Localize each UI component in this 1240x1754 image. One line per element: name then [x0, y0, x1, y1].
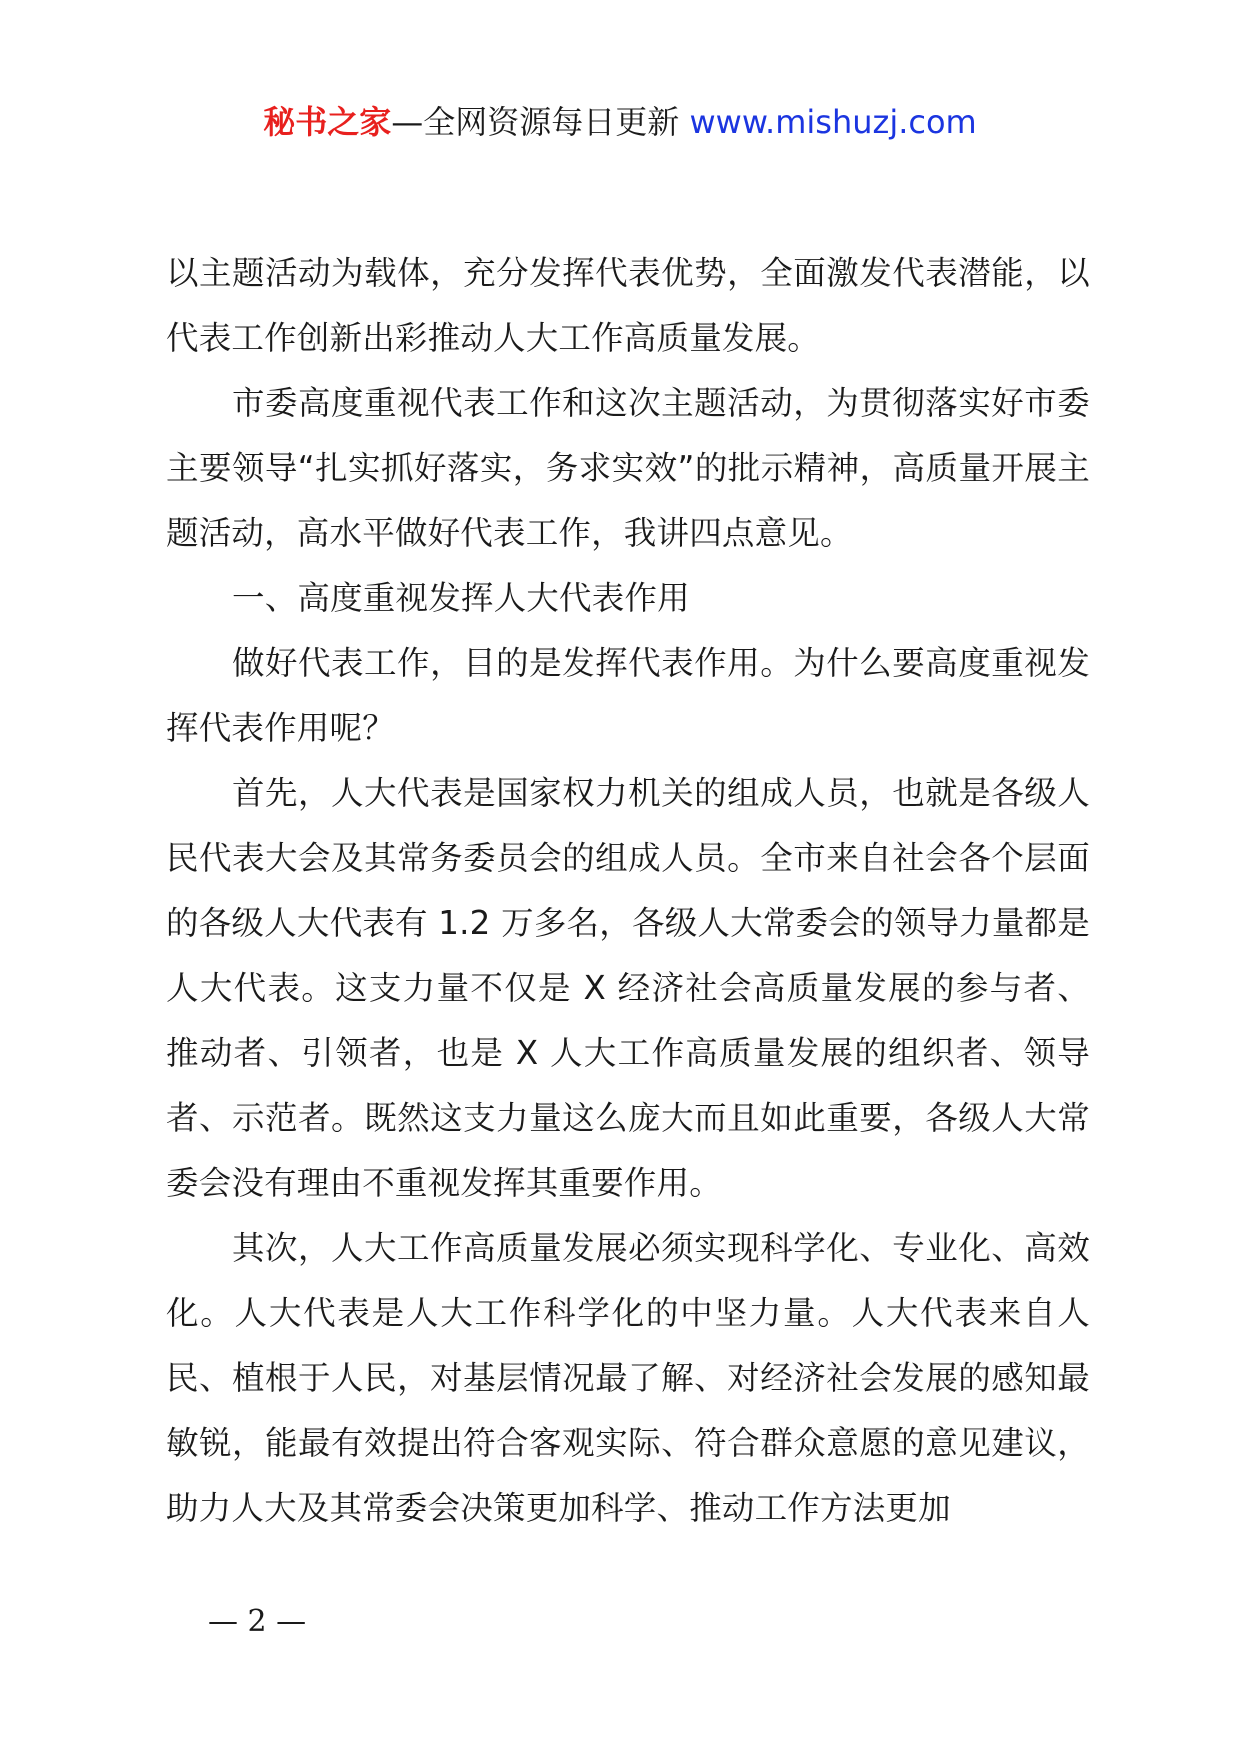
- document-body: [166, 241, 1090, 1541]
- page-number: — 2 —: [208, 1604, 307, 1639]
- paragraph: 市委高度重视代表工作和这次主题活动，为贯彻落实好市委主要领导“扎实抓好落实，务求实效”的批示精神，高质量开展主题活动，高水平做好代表工作，我讲四点意见。: [166, 384, 1090, 552]
- header-url-link[interactable]: www.mishuzj.com: [689, 103, 977, 141]
- page-header: [0, 100, 1240, 144]
- paragraph: 其次，人大工作高质量发展必须实现科学化、专业化、高效化。人大代表是人大工作科学化的中坚力量。人大代表来自人民、植根于人民，对基层情况最了解、对经济社会发展的感知最敏锐，能最有效提出符合客观实际、符合群众意愿的意见建议，助力人大及其常委会决策更加科学、推动工作方法更加: [166, 1229, 1090, 1527]
- paragraph-continuation: 以主题活动为载体，充分发挥代表优势，全面激发代表潜能，以代表工作创新出彩推动人大工作高质量发展。: [166, 254, 1090, 357]
- paragraph: 做好代表工作，目的是发挥代表作用。为什么要高度重视发挥代表作用呢？: [166, 644, 1090, 747]
- header-tagline: —全网资源每日更新: [391, 103, 690, 141]
- section-heading: 一、高度重视发挥人大代表作用: [232, 579, 690, 617]
- header-brand: 秘书之家: [263, 103, 392, 141]
- paragraph: 首先，人大代表是国家权力机关的组成人员，也就是各级人民代表大会及其常务委员会的组成人员。全市来自社会各个层面的各级人大代表有 1.2 万多名，各级人大常委会的领导力量都是人大代表。这支力量不仅是 X 经济社会高质量发展的参与者、推动者、引领者，也是 X 人大工作高质量发展的组织者、领导者、示范者。既然这支力量这么庞大而且如此重要，各级人大常委会没有理由不重视发挥其重要作用。: [166, 774, 1090, 1202]
